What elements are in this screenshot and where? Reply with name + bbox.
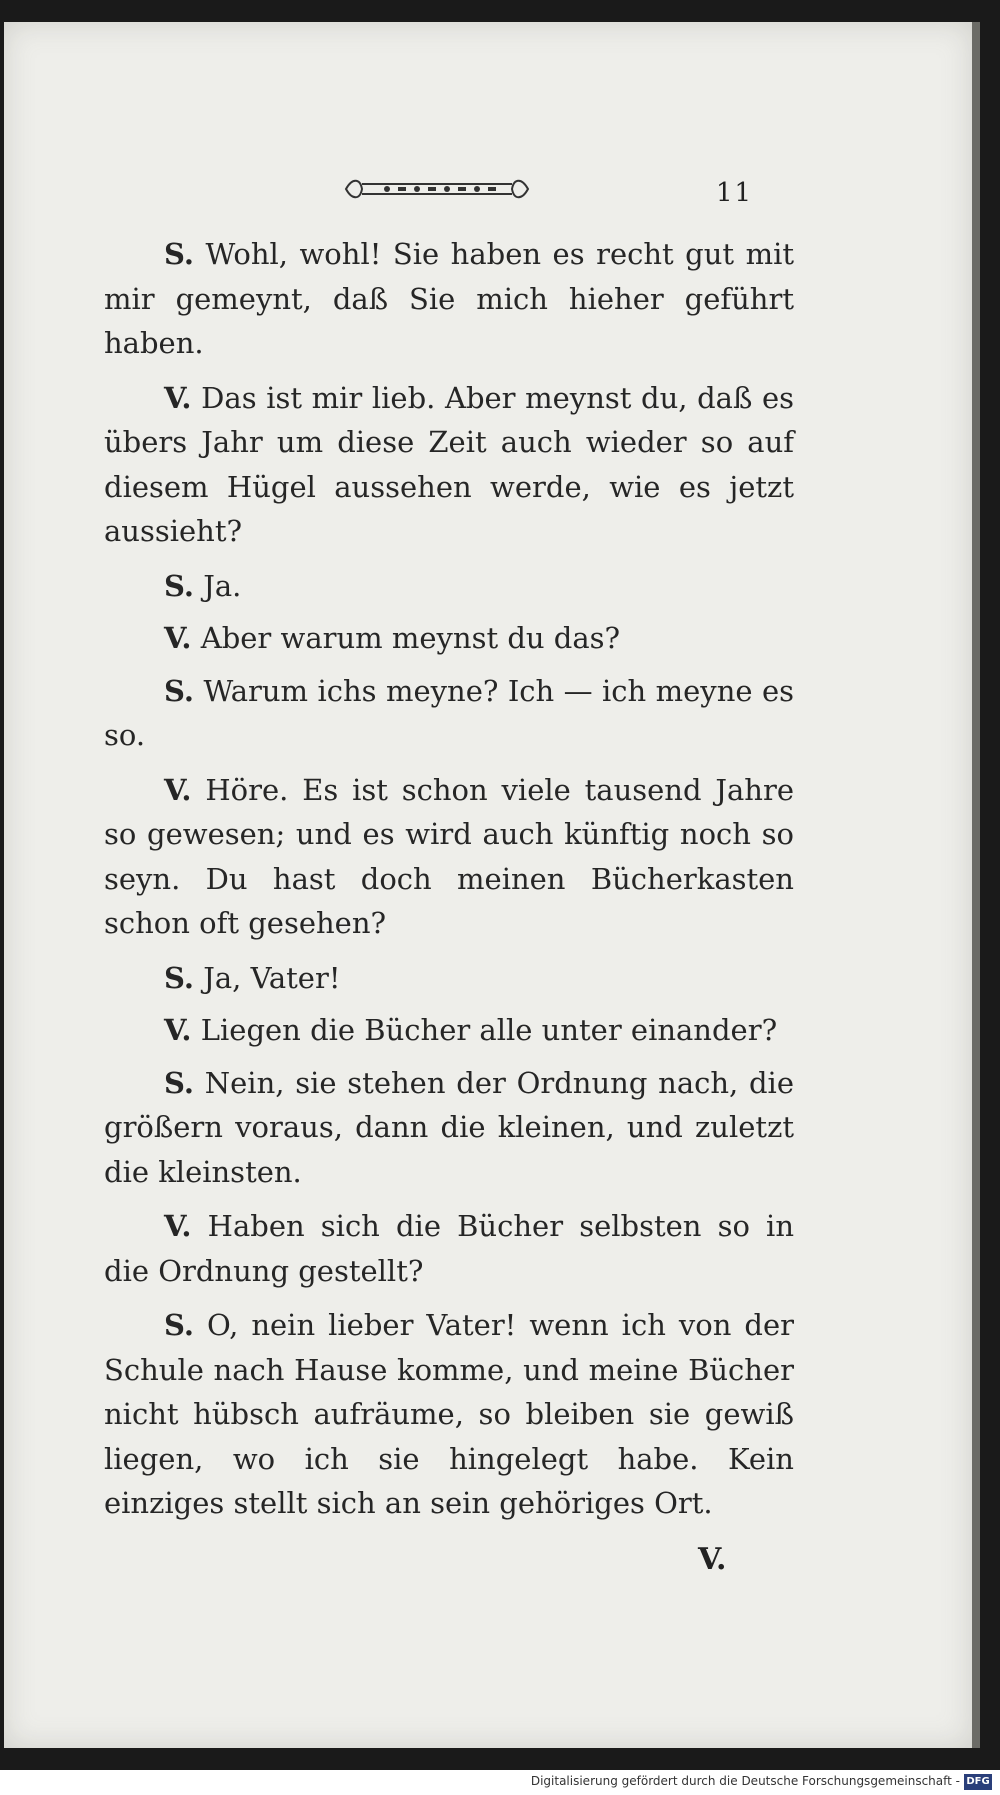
paragraph <box>104 1204 794 1293</box>
paragraph <box>104 616 794 661</box>
dialogue-text: Höre. Es ist schon viele tausend Jahre so gewesen; und es wird auch künftig noch so seyn. Du hast doch meinen Bücherkasten schon oft gesehen? <box>104 772 794 940</box>
paragraph <box>104 232 794 366</box>
catchword: V. <box>698 1542 727 1577</box>
page-edge <box>972 22 980 1748</box>
speaker-label: V. <box>164 1013 192 1047</box>
speaker-label: S. <box>164 237 195 271</box>
paragraph <box>104 1008 794 1053</box>
dialogue-text: Ja. <box>203 568 242 603</box>
dialogue-text: Haben sich die Bücher selbsten so in die Ordnung gestellt? <box>104 1209 795 1288</box>
speaker-label: V. <box>164 1209 192 1243</box>
footer-bar <box>0 1770 1000 1795</box>
header-ornament <box>342 176 532 202</box>
speaker-label: S. <box>164 673 195 708</box>
paragraph <box>104 1303 794 1526</box>
paragraph <box>104 768 794 946</box>
dialogue-text: Aber warum meynst du das? <box>200 621 621 655</box>
page-header <box>4 170 972 210</box>
dialogue-text: Das ist mir lieb. Aber meynst du, daß es übers Jahr um diese Zeit auch wieder so auf diesem Hügel aussehen werde, wie es jetzt aussieht? <box>104 380 794 548</box>
speaker-label: V. <box>164 380 192 415</box>
dialogue-text: Liegen die Bücher alle unter einander? <box>200 1013 778 1047</box>
book-page <box>4 22 972 1748</box>
paragraph <box>104 376 794 554</box>
dialogue-text: Warum ichs meyne? Ich — ich meyne es so. <box>104 673 794 752</box>
speaker-label: V. <box>164 621 192 655</box>
body-text <box>104 232 794 1536</box>
speaker-label: S. <box>164 960 195 995</box>
dialogue-text: Wohl, wohl! Sie haben es recht gut mit mir gemeynt, daß Sie mich hieher geführt haben. <box>104 237 794 360</box>
speaker-label: V. <box>164 772 192 807</box>
speaker-label: S. <box>164 568 195 603</box>
dialogue-text: Ja, Vater! <box>203 960 341 995</box>
footer-credit: Digitalisierung gefördert durch die Deutsche Forschungsgemeinschaft - <box>530 1774 960 1788</box>
page-number: 11 <box>716 178 754 208</box>
speaker-label: S. <box>164 1308 195 1342</box>
dialogue-text: Nein, sie stehen der Ordnung nach, die größern voraus, dann die kleinen, und zuletzt die kleinsten. <box>104 1065 794 1189</box>
dfg-logo: DFG <box>964 1774 992 1790</box>
paragraph <box>104 669 794 758</box>
speaker-label: S. <box>164 1065 195 1100</box>
paragraph <box>104 956 794 1001</box>
dialogue-text: O, nein lieber Vater! wenn ich von der Schule nach Hause komme, und meine Bücher nicht hübsch aufräume, so bleiben sie gewiß liegen, wo ich sie hingelegt habe. Kein einziges stellt sich an sein gehöriges Ort. <box>104 1308 794 1520</box>
paragraph <box>104 564 794 609</box>
paragraph <box>104 1061 794 1195</box>
